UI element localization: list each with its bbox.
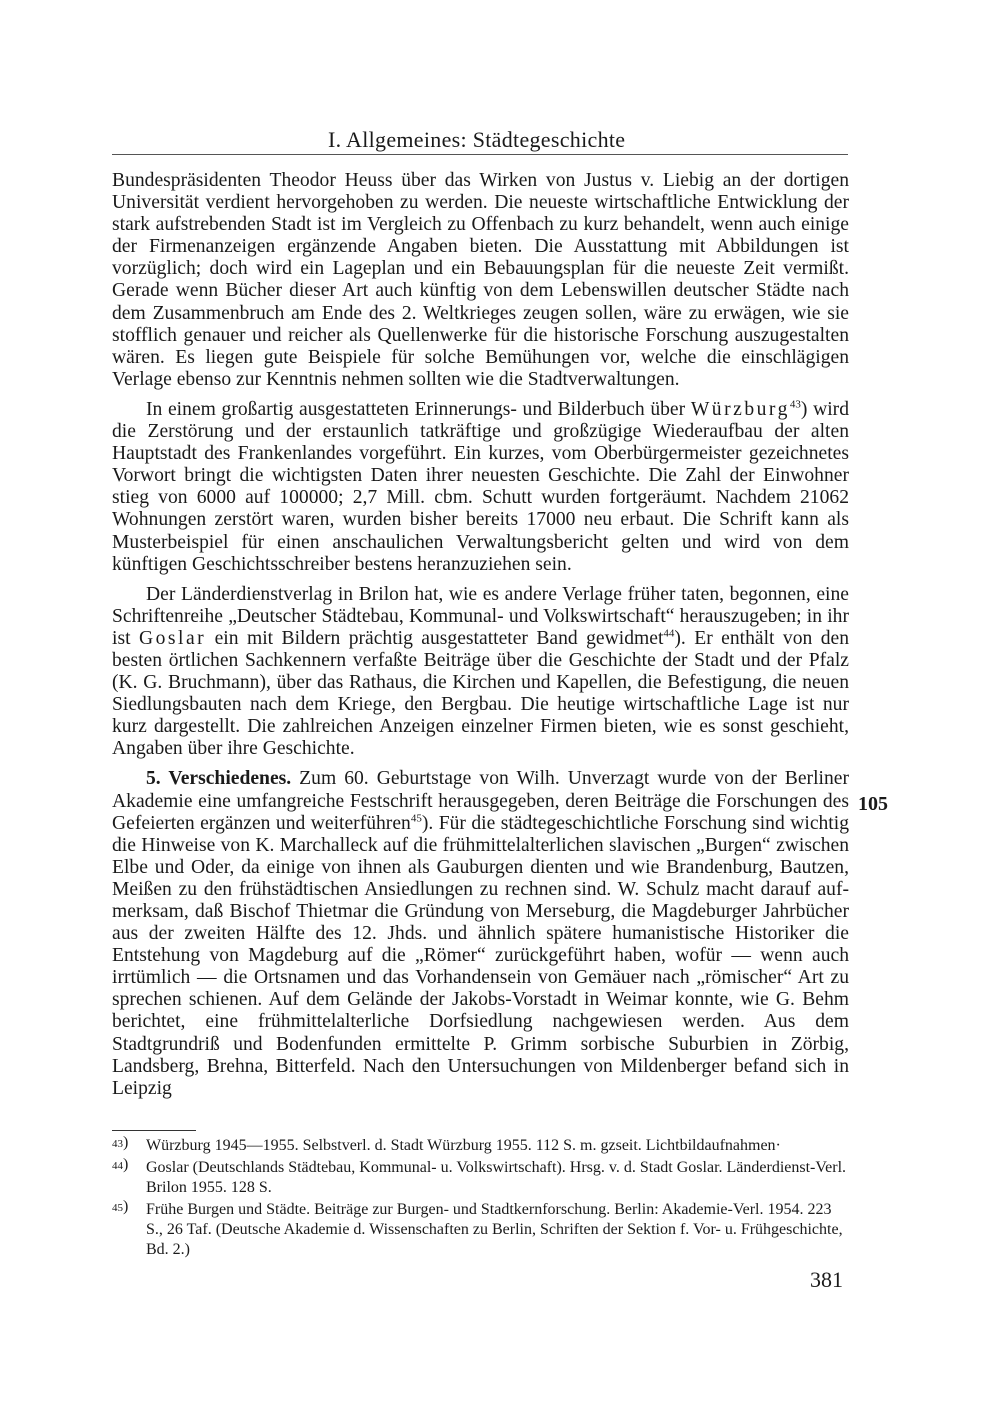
paragraph-4-text-a: Zum 60. Geburtstage von Wilh. Unverzagt wurde von der Berliner Akademie eine umfangreiche Festschrift herausgegeben, deren Beiträge die Forschungen des Gefeierten ergänzen und weiterführen <box>112 768 849 834</box>
paragraph-2-text-a: In einem großartig ausgestatteten Erinnerungs- und Bilderbuch über <box>146 398 691 420</box>
paragraph-4-text-b: ). Für die städtegeschichtliche Forschung sind wichtig die Hinweise von K. Marchalleck auf die frühmittelalterlichen slavischen „Burgen“ zwischen Elbe und Oder, da einige von ihnen als Gauburgen dienten und wie Brandenburg, Bautzen, Meißen zu den frühstädtischen Ansiedlungen zu rechnen sind. W. Schulz macht darauf aufmerksam, daß Bischof Thietmar die Gründung von Merseburg, die Magdeburger Jahrbücher aus der zweiten Hälfte des 12. Jhds. und ähnlich spätere humanistische Historiker die Entstehung von Magdeburg auf die „Römer“ zurückgeführt haben, wofür — wenn auch irrtümlich — die Ortsnamen und das Vorhandensein von Gemäuer nach „römischer“ Art zu sprechen schienen. Auf dem Gelände der Jakobs-Vorstadt in Weimar konnte, wie G. Behm berichtet, eine frühmittelalterliche Dorfsiedlung nachgewiesen werden. Aus dem Stadtgrundriß und Bodenfunden ermittelte P. Grimm sorbische Suburbien in Zörbig, Landsberg, Brehna, Bitterfeld. Nach den Untersuchungen von Mildenberger befand sich in Leipzig <box>112 812 849 1099</box>
footnote-ref-44[interactable]: 44 <box>663 627 675 640</box>
paragraph-3-text-c: ). Er enthält von den besten örtlichen Sachkennern verfaßte Beiträge über die Geschichte der Stadt und der Pfalz (K. G. Bruchmann), über das Rathaus, die Kirchen und Kapellen, die Befestigung, die neuen Siedlungsbauten nach dem Kriege, den Bergbau. Die heutige wirtschaftliche Lage ist nur kurz dargestellt. Die zahlreichen Anzeigen einzelner Firmen bieten, wie es sonst geschieht, Angaben über ihre Geschichte. <box>112 627 849 760</box>
footnote-text: Frühe Burgen und Städte. Beiträge zur Burgen- und Stadtkernforschung. Berlin: Akademie-Verl. 1954. 223 S., 26 Taf. (Deutsche Akademie d. Wissenschaften zu Berlin, Schriften der Sektion f. Vor- u. Frühgeschichte, Bd. 2.) <box>146 1201 843 1258</box>
footnote-ref-43[interactable]: 43 <box>789 398 801 411</box>
footnote <box>112 1136 849 1156</box>
paragraph-3-text-a: Der Länderdienstverlag in Brilon hat, wie es andere Verlage früher taten, begonnen, eine Schriftenreihe „Deutscher Städtebau, Kommunal- und Volkswirtschaft“ herauszugeben; in ihr ist <box>112 583 849 649</box>
footnote-number: 45) <box>112 1198 129 1215</box>
footnote <box>112 1200 849 1260</box>
paragraph-2 <box>112 399 849 576</box>
footnote-rule <box>112 1130 196 1131</box>
section-heading: 5. Verschiedenes. <box>146 768 292 790</box>
footnote-text: Goslar (Deutschlands Städtebau, Kommunal- u. Volkswirtschaft). Hrsg. v. d. Stadt Goslar. Länderdienst-Verl. Brilon 1955. 128 S. <box>146 1159 847 1196</box>
running-head: I. Allgemeines: Städtegeschichte <box>328 127 626 152</box>
margin-number: 105 <box>858 793 888 815</box>
header-rule <box>112 154 848 155</box>
spaced-place-name-wuerzburg: Würzburg <box>690 398 790 420</box>
footnote-text: Würzburg 1945—1955. Selbstverl. d. Stadt Würzburg 1955. 112 S. m. gzseit. Lichtbildaufnahmen· <box>146 1137 781 1154</box>
footnote-number: 44) <box>112 1156 129 1173</box>
paragraph-1: Bundespräsidenten Theodor Heuss über das Wirken von Justus v. Liebig an der dortigen Universität verdient hervorgehoben zu werden. Die neueste wirtschaftliche Entwicklung der stark aufstrebenden Stadt ist im Vergleich zu Offenbach zu kurz behandelt, wenn auch einige der Firmenanzeigen ergänzende Angaben bieten. Die Ausstattung mit Abbildungen ist vorzüglich; doch wird ein Lageplan und ein Bebauungsplan für die neueste Zeit vermißt. Gerade wenn Bücher dieser Art auch künftig von dem Lebenswillen deutscher Städte nach dem Zusammenbruch am Ende des 2. Weltkrieges zeugen sollen, wäre zu erwägen, wie sie stofflich genauer und reicher als Quellenwerke für die historische Forschung auszugestalten wären. Es liegen gute Beispiele für solche Bemühungen vor, welche die einschlägigen Verlage ebenso zur Kenntnis nehmen sollten wie die Stadtverwaltungen. <box>112 170 849 390</box>
paragraph-3-text-b: ein mit Bildern prächtig ausgestatteter Band gewidmet <box>206 627 664 649</box>
paragraph-4 <box>112 768 849 1099</box>
footnotes <box>112 1136 849 1262</box>
footnote-number: 43) <box>112 1134 129 1151</box>
footnote <box>112 1158 849 1198</box>
body-text <box>112 170 849 1108</box>
page-number: 381 <box>810 1267 843 1292</box>
spaced-place-name-goslar: Goslar <box>138 627 207 649</box>
paragraph-3 <box>112 584 849 761</box>
footnote-ref-45[interactable]: 45 <box>410 812 422 825</box>
paragraph-2-text-b: ) wird die Zerstörung und der erstaunlich tatkräftige und großzügige Wiederaufbau der alten Hauptstadt des Frankenlandes vorgeführt. Ein kurzes, vom Oberbürgermeister gezeichnetes Vorwort bringt die wichtigsten Daten ihrer neuesten Geschichte. Die Zahl der Einwohner stieg von 6000 auf 100000; 2,7 Mill. cbm. Schutt wurden fortgeräumt. Nachdem 21062 Wohnungen zerstört waren, wurden bisher bereits 17000 neu erbaut. Die Schrift kann als Musterbeispiel für einen anschaulichen Verwaltungsbericht gelten und wird von dem künftigen Geschichtsschreiber bestens heranzuziehen sein. <box>112 398 849 575</box>
